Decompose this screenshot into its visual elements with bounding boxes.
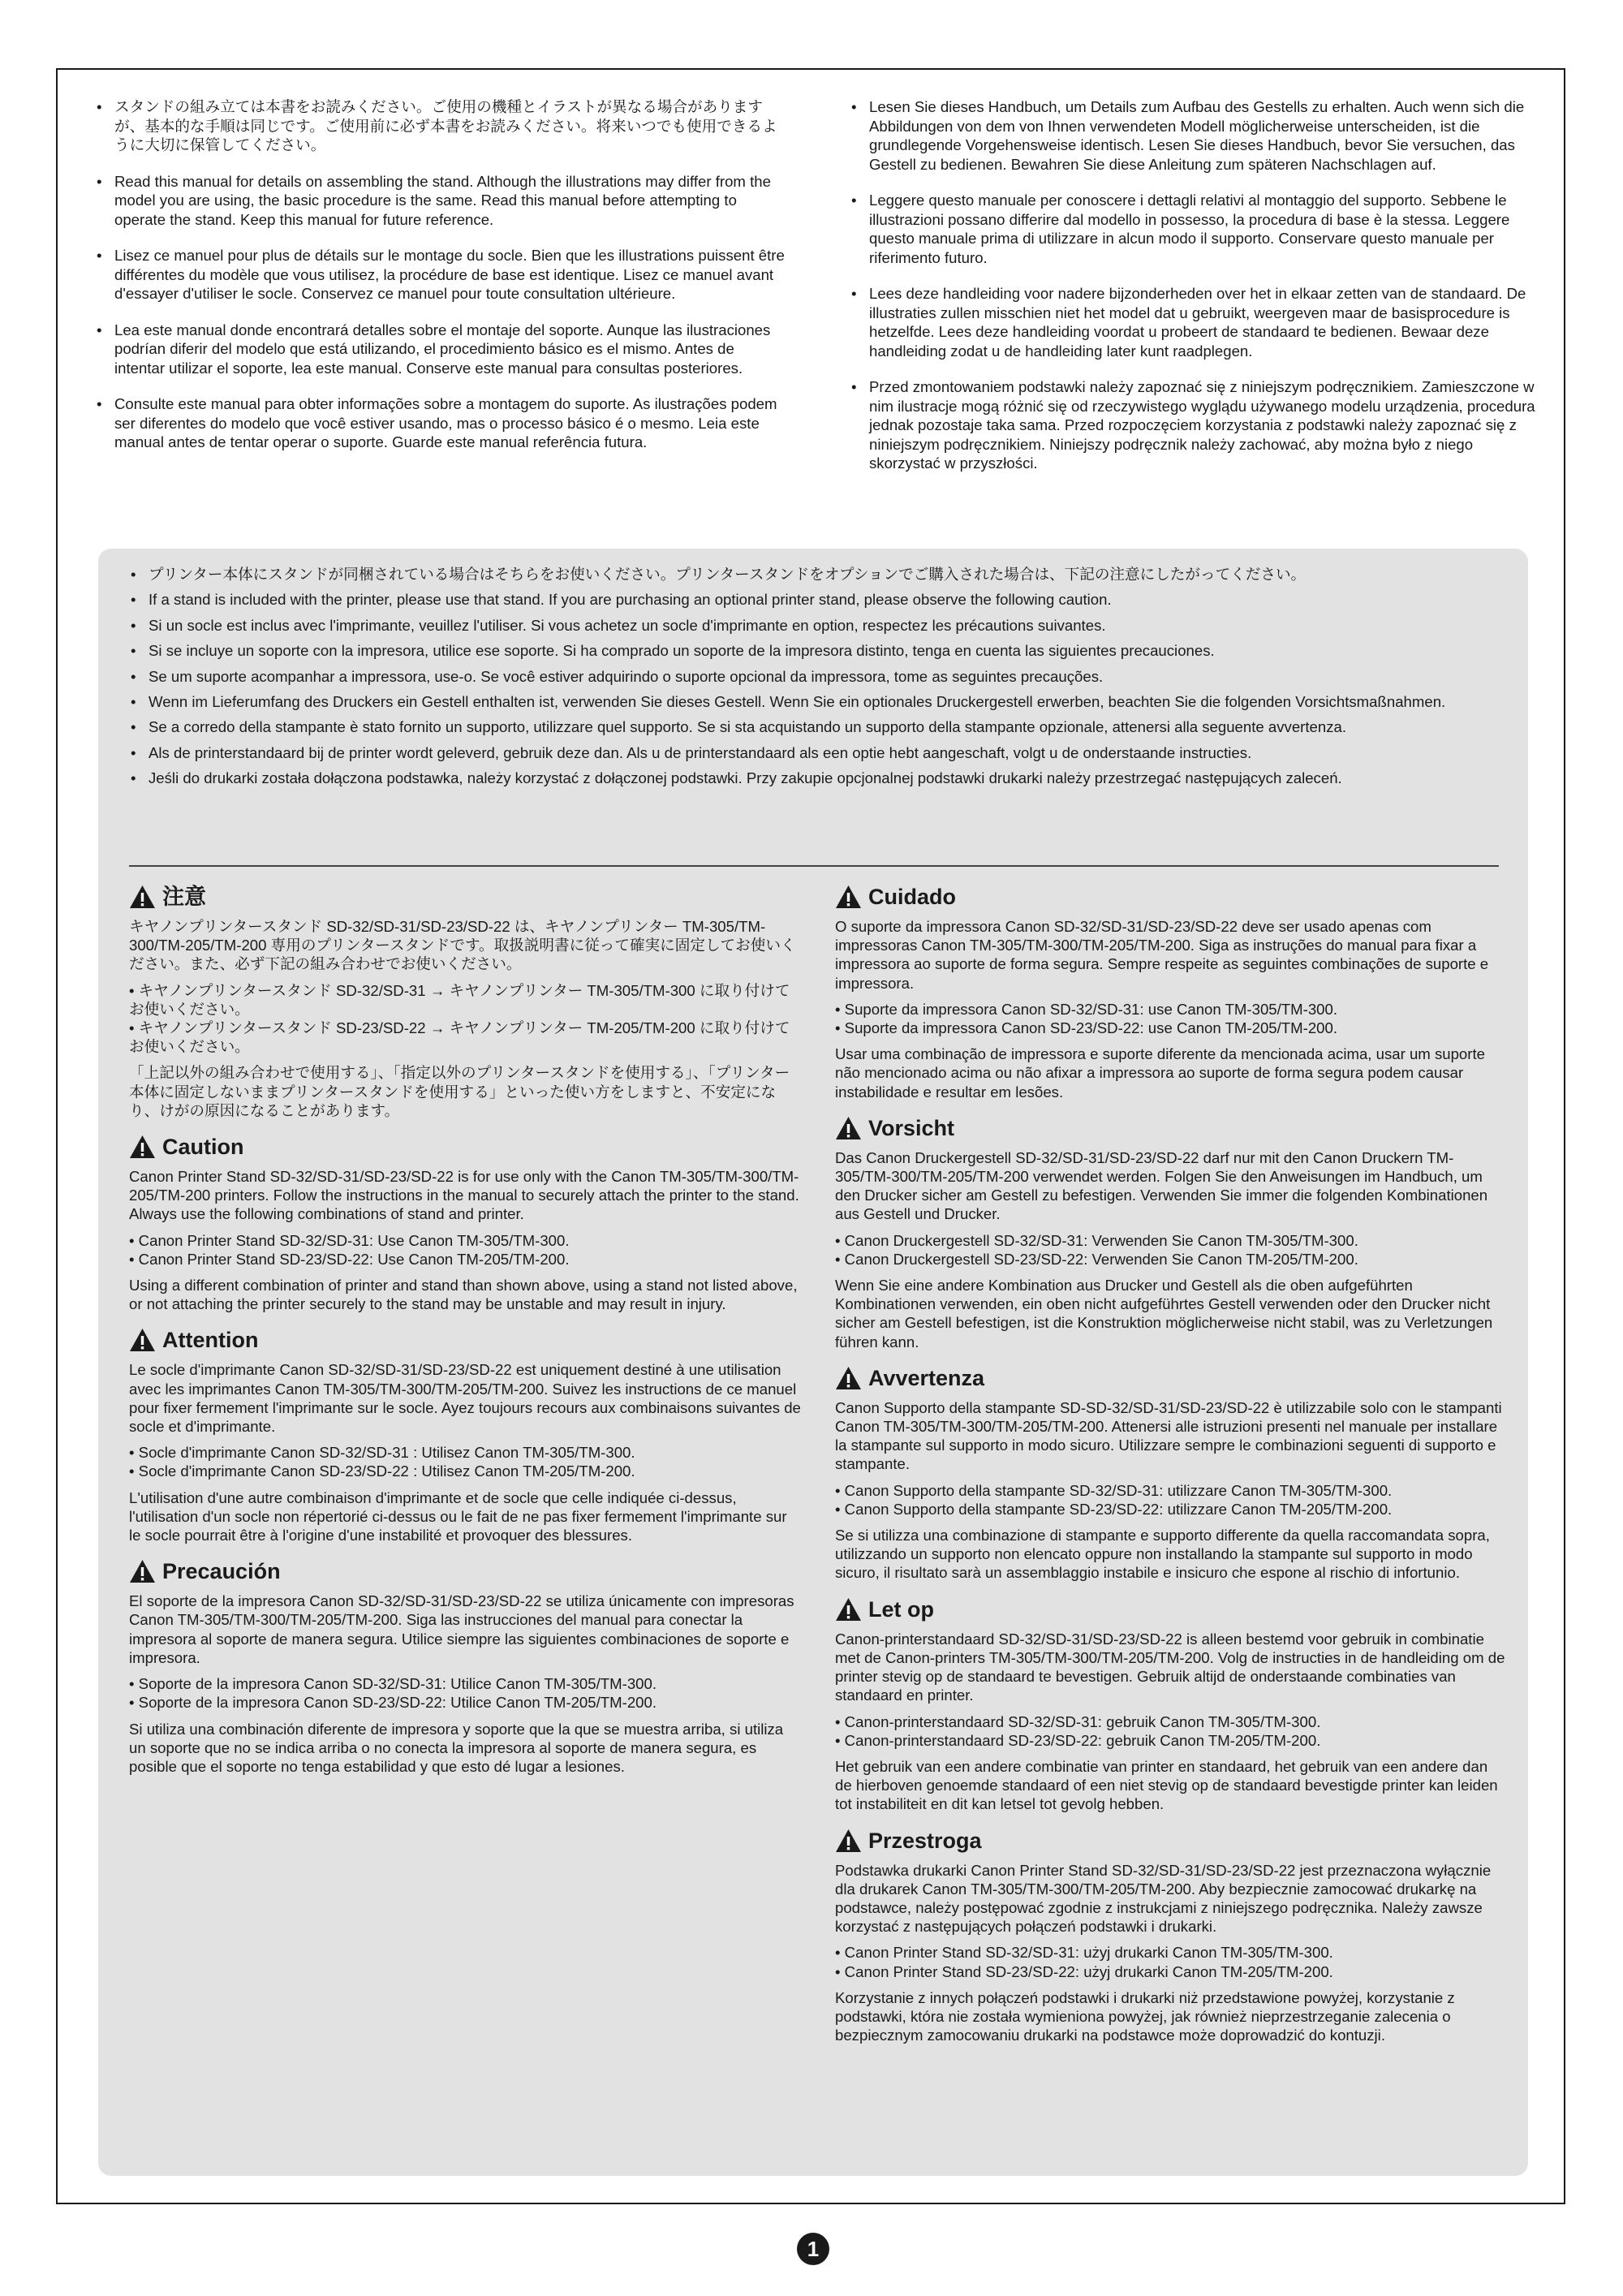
intro-paragraph-en: • Read this manual for details on assembling the stand. Although the illustrations may differ from the model you are using, the basic procedure is the same. Read this manual before attempting to operate the stand. Keep this manual for future reference. — [97, 172, 786, 230]
warning-triangle-icon — [129, 1559, 156, 1583]
section-title: Caution — [162, 1135, 244, 1160]
section-list — [129, 1231, 803, 1269]
section-intro: Le socle d'imprimante Canon SD-32/SD-31/SD-23/SD-22 est uniquement destiné à une utilisation avec les imprimantes Canon TM-305/TM-300/TM-205/TM-200. Suivez les instructions de ce manuel pour fixer fermement l'imprimante sur le socle. Ayez toujours recours aux combinaisons suivantes de socle et d'imprimante. — [129, 1361, 801, 1436]
caution-section-pl — [835, 1825, 1509, 2045]
warning-triangle-icon — [129, 1328, 156, 1352]
list-item: • Canon Druckergestell SD-23/SD-22: Verwenden Sie Canon TM-205/TM-200. — [835, 1250, 1358, 1268]
warning-triangle-icon — [129, 885, 156, 909]
list-item: • Canon-printerstandaard SD-23/SD-22: gebruik Canon TM-205/TM-200. — [835, 1731, 1321, 1749]
section-intro: O suporte da impressora Canon SD-32/SD-31/SD-23/SD-22 deve ser usado apenas com impressoras Canon TM-305/TM-300/TM-205/TM-200. Siga as instruções do manual para fixar a impressora ao suporte de forma segura. Sempre respeite as seguintes combinações de suporte e impressora. — [835, 918, 1489, 992]
section-list — [129, 1443, 803, 1480]
list-item: • Suporte da impressora Canon SD-23/SD-22: use Canon TM-205/TM-200. — [835, 1019, 1338, 1037]
caution-section-nl — [835, 1594, 1509, 1814]
stand-note-pl: • Jeśli do drukarki została dołączona podstawka, należy korzystać z dołączonej podstawki. Przy zakupie opcjonalnej podstawki drukarki należy przestrzegać następujących zaleceń. — [131, 769, 1510, 787]
section-outro: Se si utilizza una combinazione di stampante e supporto differente da quella raccomandata sopra, utilizzando un supporto non elencato oppure non installando la stampante sul supporto in modo sicuro, il risultato sarà un assemblaggio instabile e insicuro che espone al rischio di infortunio. — [835, 1527, 1490, 1582]
caution-section-ja — [129, 881, 803, 1120]
warning-triangle-icon — [835, 1116, 862, 1140]
list-item: • Socle d'imprimante Canon SD-23/SD-22 : Utilisez Canon TM-205/TM-200. — [129, 1462, 635, 1480]
section-intro: キヤノンプリンタースタンド SD-32/SD-31/SD-23/SD-22 は、キヤノンプリンター TM-305/TM-300/TM-205/TM-200 専用のプリンタースタンドです。取扱説明書に従って確実に固定してお使いください。また、必ず下記の組み合わせでお使いください。 — [129, 918, 796, 973]
section-title: Attention — [162, 1328, 259, 1353]
list-item: • Canon-printerstandaard SD-32/SD-31: gebruik Canon TM-305/TM-300. — [835, 1712, 1321, 1730]
section-title: Przestroga — [868, 1828, 982, 1853]
section-intro: Canon-printerstandaard SD-32/SD-31/SD-23/SD-22 is alleen bestemd voor gebruik in combinatie met de Canon-printers TM-305/TM-300/TM-205/TM-200. Volg de instructies in de handleiding om de printer stevig op de standaard te bevestigen. Gebruik altijd de onderstaande combinaties van standaard en printer. — [835, 1630, 1505, 1704]
section-outro: Korzystanie z innych połączeń podstawki i drukarki niż przedstawione powyżej, korzystanie z podstawki, która nie została wymieniona powyżej, jak również nieprzestrzeganie zalecenia o bezpiecznym zamocowaniu drukarki na podstawce może doprowadzić do kontuzji. — [835, 1988, 1455, 2044]
caution-section-fr — [129, 1325, 803, 1544]
list-item: • Soporte de la impresora Canon SD-32/SD-31: Utilice Canon TM-305/TM-300. — [129, 1675, 657, 1693]
section-list — [129, 981, 803, 1057]
section-outro: L'utilisation d'une autre combinaison d'imprimante et de socle que celle indiquée ci-dessus, l'utilisation d'un socle non répertorié ci-dessus ou le fait de ne pas fixer fermement l'imprimante sur le socle pourrait être à l'origine d'une instabilité et provoquer des blessures. — [129, 1488, 787, 1544]
intro-paragraph-pt: • Consulte este manual para obter informações sobre a montagem do suporte. As ilustrações podem ser diferentes do modelo que você estiver usando, mas o processo básico é o mesmo. Leia este manual antes de tentar operar o suporte. Guarde este manual referência futura. — [97, 394, 786, 452]
section-intro: Canon Supporto della stampante SD-SD-32/SD-31/SD-23/SD-22 è utilizzabile solo con le stampanti Canon TM-305/TM-300/TM-205/TM-200. Attenersi alle istruzioni presenti nel manuale per installare la stampante sul supporto in modo sicuro. Utilizzare sempre le combinazioni seguenti di supporto e stampante. — [835, 1398, 1502, 1473]
section-outro: Usar uma combinação de impressora e suporte diferente da mencionada acima, usar um suporte não mencionado acima ou não afixar a impressora ao suporte de forma segura podem causar instabilidade e resultar em lesões. — [835, 1045, 1485, 1101]
caution-left-column — [129, 881, 803, 1787]
list-item: • Canon Printer Stand SD-32/SD-31: Use Canon TM-305/TM-300. — [129, 1231, 570, 1249]
stand-note-ja: • プリンター本体にスタンドが同梱されている場合はそちらをお使いください。プリンタースタンドをオプションでご購入された場合は、下記の注意にしたがってください。 — [131, 565, 1510, 584]
caution-section-it — [835, 1363, 1509, 1583]
section-list — [835, 1000, 1509, 1037]
caution-section-es — [129, 1556, 803, 1776]
intro-paragraph-de: • Lesen Sie dieses Handbuch, um Details zum Aufbau des Gestells zu erhalten. Auch wenn sich die Abbildungen von dem von Ihnen verwendeten Modell möglicherweise unterscheiden, ist die grundlegende Vorgehensweise identisch. Lesen Sie dieses Handbuch, bevor Sie versuchen, das Gestell zu bedienen. Bewahren Sie diese Anleitung zum späteren Nachschlagen auf. — [851, 97, 1541, 174]
section-list — [835, 1943, 1509, 1980]
section-title: 注意 — [162, 885, 206, 909]
warning-triangle-icon — [835, 1597, 862, 1622]
list-item: • Canon Printer Stand SD-23/SD-22: Use Canon TM-205/TM-200. — [129, 1250, 570, 1268]
divider — [129, 865, 1499, 867]
stand-note-en: • If a stand is included with the printer, please use that stand. If you are purchasing an optional printer stand, please observe the following caution. — [131, 590, 1510, 609]
caution-right-column — [835, 881, 1509, 2056]
section-title: Precaución — [162, 1559, 281, 1584]
intro-paragraph-nl: • Lees deze handleiding voor nadere bijzonderheden over het in elkaar zetten van de standaard. De illustraties zullen misschien niet het model dat u gebruikt, weergeven maar de basisprocedure is hetzelfde. Lees deze handleiding voordat u probeert de standaard te bedienen. Bewaar deze handleiding zodat u de handleiding later kunt raadplegen. — [851, 284, 1541, 360]
list-item: • キヤノンプリンタースタンド SD-23/SD-22 → キヤノンプリンター TM-205/TM-200 に取り付けてお使いください。 — [129, 1019, 790, 1056]
section-outro: Wenn Sie eine andere Kombination aus Drucker und Gestell als die oben aufgeführten Kombinationen verwenden, ein oben nicht aufgeführtes Gestell verwenden oder den Drucker nicht sicher am Gestell befestigen, ist die Konstruktion möglicherweise nicht stabil, was zu Verletzungen führen kann. — [835, 1277, 1493, 1350]
warning-triangle-icon — [835, 1829, 862, 1853]
stand-note-pt: • Se um suporte acompanhar a impressora, use-o. Se você estiver adquirindo o suporte opcional da impressora, tome as seguintes precauções. — [131, 667, 1510, 686]
section-list — [835, 1712, 1509, 1750]
caution-section-de — [835, 1113, 1509, 1351]
section-intro: Das Canon Druckergestell SD-32/SD-31/SD-23/SD-22 darf nur mit den Canon Druckern TM-305/TM-300/TM-205/TM-200 verwendet werden. Folgen Sie den Anweisungen im Handbuch, um den Drucker sicher am Gestell zu befestigen. Verwenden Sie immer die folgenden Kombinationen aus Gestell und Drucker. — [835, 1148, 1488, 1223]
list-item: • Canon Supporto della stampante SD-23/SD-22: utilizzare Canon TM-205/TM-200. — [835, 1500, 1393, 1518]
intro-paragraph-es: • Lea este manual donde encontrará detalles sobre el montaje del soporte. Aunque las ilustraciones podrían diferir del modelo que está utilizando, el procedimiento básico es el mismo. Antes de intentar utilizar el soporte, lea este manual. Conserve este manual para consultas posteriores. — [97, 321, 786, 378]
list-item: • Suporte da impressora Canon SD-32/SD-31: use Canon TM-305/TM-300. — [835, 1000, 1338, 1018]
intro-paragraph-fr: • Lisez ce manuel pour plus de détails sur le montage du socle. Bien que les illustrations puissent être différentes du modèle que vous utilisez, la procédure de base est identique. Lisez ce manuel avant d'essayer d'utiliser le socle. Conservez ce manuel pour toute consultation ultérieure. — [97, 246, 786, 304]
section-intro: El soporte de la impresora Canon SD-32/SD-31/SD-23/SD-22 se utiliza únicamente con impresoras Canon TM-305/TM-300/TM-205/TM-200. Siga las instrucciones del manual para conectar la impresora al soporte de manera segura. Utilice siempre las siguientes combinaciones de soporte e impresora. — [129, 1592, 794, 1666]
caution-section-en — [129, 1131, 803, 1313]
section-outro: Using a different combination of printer and stand than shown above, using a stand not listed above, or not attaching the printer securely to the stand may be unstable and may result in injury. — [129, 1277, 798, 1313]
warning-triangle-icon — [835, 885, 862, 909]
list-item: • Canon Supporto della stampante SD-32/SD-31: utilizzare Canon TM-305/TM-300. — [835, 1481, 1393, 1499]
list-item: • Canon Druckergestell SD-32/SD-31: Verwenden Sie Canon TM-305/TM-300. — [835, 1231, 1358, 1249]
intro-paragraph-it: • Leggere questo manuale per conoscere i dettagli relativi al montaggio del supporto. Sebbene le illustrazioni possano differire dal modello in possesso, la procedura di base è la stessa. Leggere questo manuale prima di utilizzare in alcun modo il supporto. Conservare questo manuale per riferimento futuro. — [851, 191, 1541, 267]
section-list — [835, 1481, 1509, 1518]
section-outro: Si utiliza una combinación diferente de impresora y soporte que la que se muestra arriba, si utiliza un soporte que no se indica arriba o no conecta la impresora al soporte de manera segura, es posible que el soporte no tenga estabilidad y que esto dé lugar a lesiones. — [129, 1720, 784, 1775]
stand-notes-list — [131, 565, 1510, 795]
section-title: Cuidado — [868, 885, 956, 909]
section-title: Avvertenza — [868, 1365, 985, 1390]
intro-left-column — [97, 97, 786, 469]
section-list — [129, 1674, 803, 1712]
list-item: • Socle d'imprimante Canon SD-32/SD-31 : Utilisez Canon TM-305/TM-300. — [129, 1444, 635, 1462]
section-list — [835, 1231, 1509, 1269]
caution-section-pt — [835, 881, 1509, 1101]
intro-paragraph-pl: • Przed zmontowaniem podstawki należy zapoznać się z niniejszym podręcznikiem. Zamieszczone w nim ilustracje mogą różnić się od rzeczywistego wyglądu używanego modelu urządzenia, procedura jednak pozostaje taka sama. Przed rozpoczęciem korzystania z podstawki należy zapoznać się z niniejszym podręcznikiem. Niniejszy podręcznik należy zachować, aby można było z niego skorzystać w przyszłości. — [851, 377, 1541, 473]
section-intro: Canon Printer Stand SD-32/SD-31/SD-23/SD-22 is for use only with the Canon TM-305/TM-300/TM-205/TM-200 printers. Follow the instructions in the manual to securely attach the printer to the stand. Always use the following combinations of stand and printer. — [129, 1168, 799, 1223]
stand-note-nl: • Als de printerstandaard bij de printer wordt geleverd, gebruik deze dan. Als u de printerstandaard als een optie hebt aangeschaft, volgt u de onderstaande instructies. — [131, 743, 1510, 762]
stand-note-es: • Si se incluye un soporte con la impresora, utilice ese soporte. Si ha comprado un soporte de la impresora distinto, tenga en cuenta las siguientes precauciones. — [131, 641, 1510, 660]
intro-right-column — [851, 97, 1541, 490]
stand-note-it: • Se a corredo della stampante è stato fornito un supporto, utilizzare quel supporto. Se si sta acquistando un supporto della stampante opzionale, attenersi alla seguente avvertenza. — [131, 717, 1510, 736]
stand-note-fr: • Si un socle est inclus avec l'imprimante, veuillez l'utiliser. Si vous achetez un socle d'imprimante en option, respectez les précautions suivantes. — [131, 616, 1510, 635]
section-title: Let op — [868, 1596, 934, 1622]
stand-note-de: • Wenn im Lieferumfang des Druckers ein Gestell enthalten ist, verwenden Sie dieses Gestell. Wenn Sie ein optionales Druckergestell erwerben, beachten Sie die folgenden Vorsichtsmaßnahmen. — [131, 692, 1510, 711]
warning-triangle-icon — [835, 1366, 862, 1390]
section-title: Vorsicht — [868, 1115, 955, 1140]
caution-panel — [98, 549, 1528, 2176]
list-item: • Soporte de la impresora Canon SD-23/SD-22: Utilice Canon TM-205/TM-200. — [129, 1694, 657, 1712]
section-intro: Podstawka drukarki Canon Printer Stand SD-32/SD-31/SD-23/SD-22 jest przeznaczona wyłącznie dla drukarek Canon TM-305/TM-300/TM-205/TM-200. Aby bezpiecznie zamocować drukarkę na podstawce, należy postępować zgodnie z instrukcjami z niniejszego podręcznika. Należy zawsze korzystać z następujących połączeń podstawki i drukarki. — [835, 1861, 1492, 1936]
warning-triangle-icon — [129, 1135, 156, 1159]
section-outro: Het gebruik van een andere combinatie van printer en standaard, het gebruik van een andere dan de hierboven genoemde standaard of een niet stevig op de standaard bevestigde printer kan leiden tot instabiliteit en dit kan letsel tot gevolg hebben. — [835, 1757, 1498, 1813]
intro-paragraph-ja: • スタンドの組み立ては本書をお読みください。ご使用の機種とイラストが異なる場合がありますが、基本的な手順は同じです。ご使用前に必ず本書をお読みください。将来いつでも使用できるように大切に保管してください。 — [97, 97, 786, 155]
list-item: • キヤノンプリンタースタンド SD-32/SD-31 → キヤノンプリンター TM-305/TM-300 に取り付けてお使いください。 — [129, 981, 790, 1018]
section-outro: 「上記以外の組み合わせで使用する」、「指定以外のプリンタースタンドを使用する」、「プリンター本体に固定しないままプリンタースタンドを使用する」といった使い方をしますと、不安定になり、けがの原因になることがあります。 — [129, 1064, 790, 1119]
list-item: • Canon Printer Stand SD-32/SD-31: użyj drukarki Canon TM-305/TM-300. — [835, 1944, 1333, 1962]
list-item: • Canon Printer Stand SD-23/SD-22: użyj drukarki Canon TM-205/TM-200. — [835, 1962, 1333, 1980]
page-number: 1 — [797, 2233, 829, 2265]
